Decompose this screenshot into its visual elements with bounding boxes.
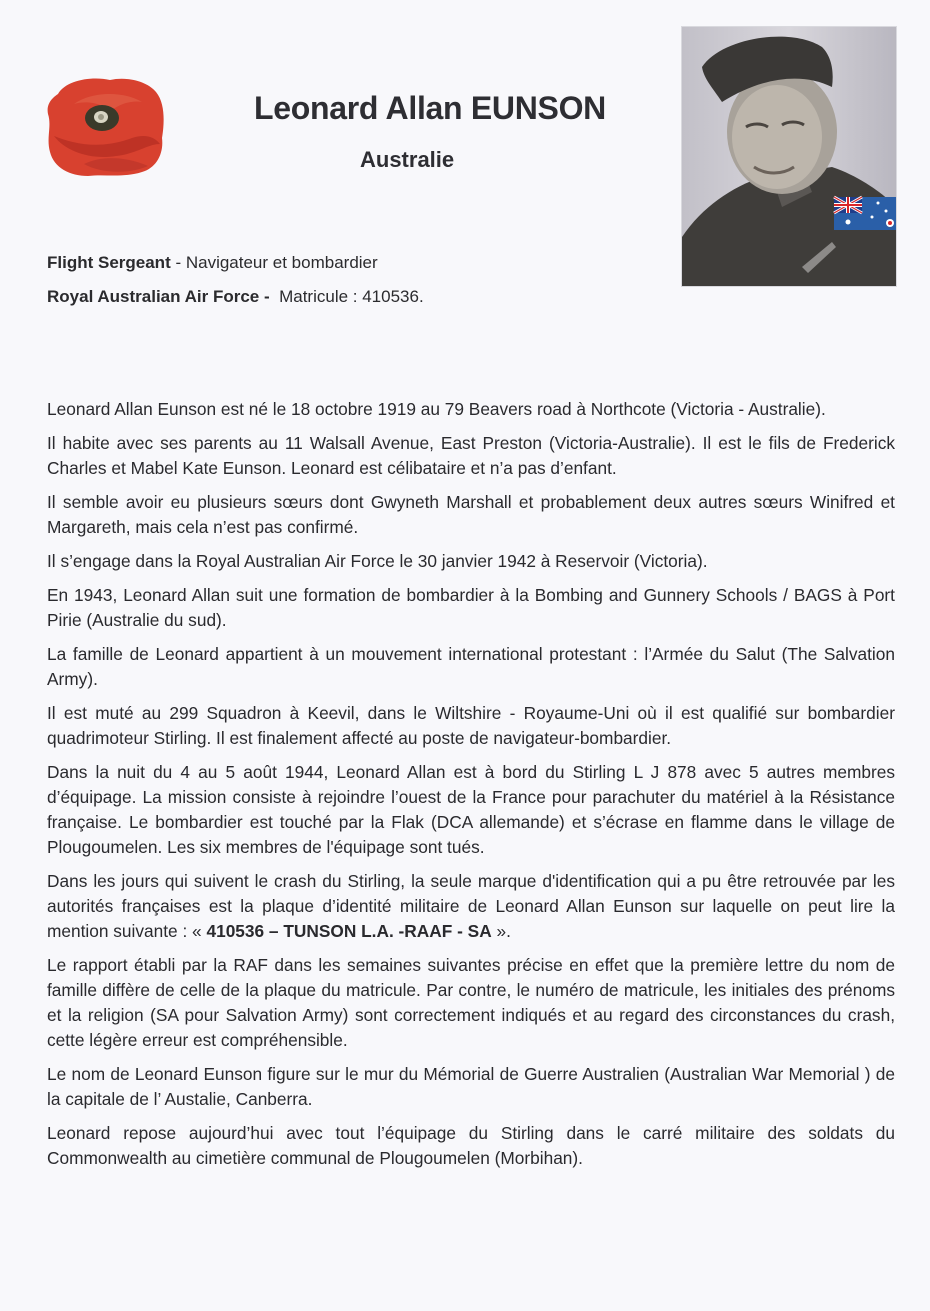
unit-line <box>47 287 424 307</box>
paragraph: Il habite avec ses parents au 11 Walsall Avenue, East Preston (Victoria-Australie). Il est le fils de Frederick Charles et Mabel Kate Eunson. Leonard est célibataire et n’a pas d’enfant. <box>47 433 895 478</box>
portrait-illustration <box>682 27 896 286</box>
dogtag-text: Dans les jours qui suivent le crash du Stirling, la seule marque d'identification qui a pu être retrouvée par les autorités françaises est la plaque d’identité militaire de Leonard Allan Eunson sur laquelle on peut lire la mention suivante : « <box>47 871 895 941</box>
rank-line <box>47 253 378 273</box>
soldier-portrait-photo <box>681 26 897 287</box>
biography-body <box>47 397 895 1180</box>
paragraph: La famille de Leonard appartient à un mouvement international protestant : l’Armée du Salut (The Salvation Army). <box>47 644 895 689</box>
dogtag-paragraph <box>47 869 895 944</box>
soldier-name-title: Leonard Allan EUNSON <box>254 90 606 126</box>
matricule-text: Matricule : 410536. <box>269 287 424 306</box>
paragraph: Leonard Allan Eunson est né le 18 octobre 1919 au 79 Beavers road à Northcote (Victoria - Australie). <box>47 399 826 419</box>
country-subtitle: Australie <box>360 147 455 172</box>
paragraph: Le nom de Leonard Eunson figure sur le mur du Mémorial de Guerre Australien (Australian War Memorial ) de la capitale de l’ Austalie, Canberra. <box>47 1064 895 1109</box>
australian-flag-icon <box>834 197 896 230</box>
role-text: - Navigateur et bombardier <box>170 253 378 272</box>
paragraph: Dans la nuit du 4 au 5 août 1944, Leonard Allan est à bord du Stirling L J 878 avec 5 autres membres d’équipage. La mission consiste à rejoindre l’ouest de la France pour parachuter du matériel à la Résistance française. Le bombardier est touché par la Flak (DCA allemande) et s’écrase en flamme dans le village de Plougoumelen. Les six membres de l'équipage sont tués. <box>47 762 895 857</box>
paragraph: Le rapport établi par la RAF dans les semaines suivantes précise en effet que la première lettre du nom de famille diffère de celle de la plaque du matricule. Par contre, le numéro de matricule, les initiales des prénoms et la religion (SA pour Salvation Army) sont correctement indiqués et au regard des circonstances du crash, cette légère erreur est compréhensible. <box>47 955 895 1050</box>
paragraph: Il est muté au 299 Squadron à Keevil, dans le Wiltshire - Royaume-Uni où il est qualifié sur bombardier quadrimoteur Stirling. Il est finalement affecté au poste de navigateur-bombardier. <box>47 703 895 748</box>
rank-label: Flight Sergeant <box>47 253 171 272</box>
paragraph: Il semble avoir eu plusieurs sœurs dont Gwyneth Marshall et probablement deux autres sœurs Winifred et Margareth, mais cela n’est pas confirmé. <box>47 492 895 537</box>
paragraph: En 1943, Leonard Allan suit une formation de bombardier à la Bombing and Gunnery Schools / BAGS à Port Pirie (Australie du sud). <box>47 585 895 630</box>
dogtag-inscription: 410536 – TUNSON L.A. -RAAF - SA <box>206 921 492 941</box>
unit-label: Royal Australian Air Force - <box>47 287 270 306</box>
paragraph: Leonard repose aujourd’hui avec tout l’équipage du Stirling dans le carré militaire des soldats du Commonwealth au cimetière communal de Plougoumelen (Morbihan). <box>47 1123 895 1168</box>
dogtag-end: ». <box>491 921 511 941</box>
paragraph: Il s’engage dans la Royal Australian Air Force le 30 janvier 1942 à Reservoir (Victoria). <box>47 551 708 571</box>
